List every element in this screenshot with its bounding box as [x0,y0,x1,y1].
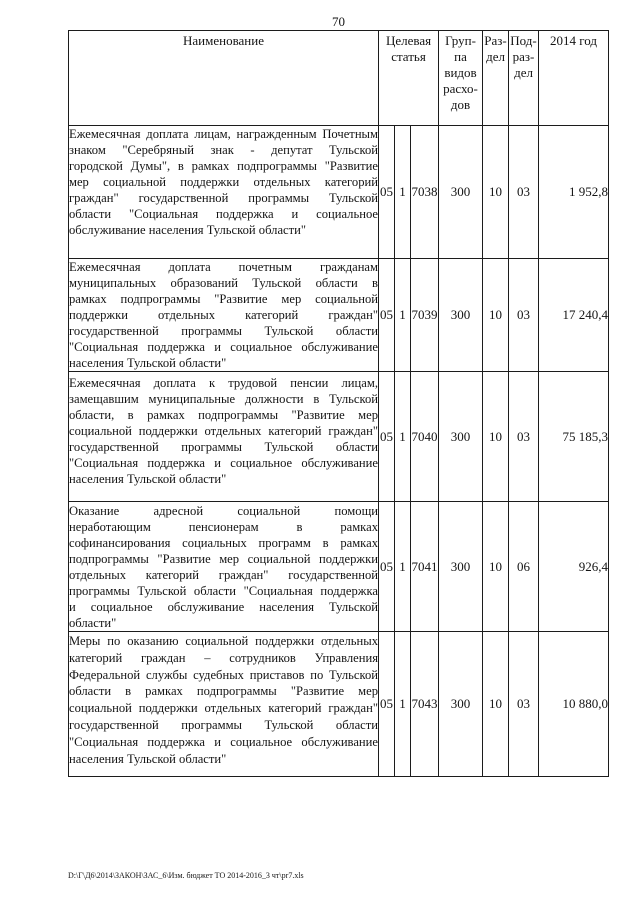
name-text-line: замещавшим муниципальные должности в Тульской [69,392,378,406]
header-text-line: Груп- [445,33,476,48]
header-text-line: Под- [510,33,537,48]
expense-group-code: 300 [439,502,483,632]
budget-table [68,30,609,777]
name-text-line: Ежемесячная доплата почетным гражданам [69,260,378,274]
header-text-line: дов [450,97,471,112]
name-text-line: населения Тульской области" [69,751,227,766]
name-text-line: государственной программы Тульской области [69,717,378,732]
target-expense-code: 7040 [411,372,439,502]
section-code: 10 [483,372,509,502]
amount-2014: 17 240,4 [539,259,609,372]
name-text-line: государственной программы Тульской области [69,440,378,454]
name-text-line: Ежемесячная доплата лицам, награжденным Почетным [69,127,378,141]
target-subprogram-code: 1 [395,372,411,502]
name-text-line: программы Тульской области "Социальная поддержка [69,584,378,598]
subsection-code: 03 [509,372,539,502]
table-header-row [69,31,609,126]
name-text-line: отдельных категорий граждан" государственной [69,568,378,582]
target-subprogram-code: 1 [395,502,411,632]
section-code: 10 [483,259,509,372]
subsection-code: 03 [509,259,539,372]
table-row [69,259,609,372]
name-text-line: поддержки отдельных категорий граждан" [69,308,378,322]
subsection-code: 03 [509,126,539,259]
header-expense-group [439,31,483,126]
page-number: 70 [332,14,345,29]
name-text-line: области в рамках подпрограммы "Развитие мер [69,684,378,699]
name-text-line: населения Тульской области" [69,356,227,370]
name-text-line: и социальное обслуживание населения Тульской [69,600,378,614]
section-code: 10 [483,502,509,632]
target-subprogram-code: 1 [395,632,411,777]
name-text-line: "Социальная поддержка и социальное обслуживание [69,456,378,470]
footer-file-path: D:\Г\Д6\2014\ЗАКОН\ЗАС_6\Изм. бюджет ТО 2014-2016_3 чт\pr7.xls [68,871,304,880]
header-text-line: видов [444,65,477,80]
amount-2014: 1 952,8 [539,126,609,259]
row-name-cell [69,372,379,502]
name-text-line: мер социальной поддержки отдельных категорий [69,175,378,189]
name-text-line: государственной программы Тульской области [69,324,378,338]
expense-group-code: 300 [439,259,483,372]
amount-2014: 10 880,0 [539,632,609,777]
name-text-line: граждан" государственной программы Тульской [69,191,378,205]
table-row [69,372,609,502]
name-text-line: социальной поддержки отдельных категорий граждан" [69,701,378,716]
header-year-2014 [539,31,609,126]
name-text-line: "Социальная поддержка и социальное обслуживание [69,734,378,749]
header-section [483,31,509,126]
name-text-line: "Социальная поддержка и социальное обслуживание [69,340,378,354]
amount-2014: 926,4 [539,502,609,632]
header-text-line: Раз- [484,33,507,48]
name-text-line: области "Социальная поддержка и социальное [69,207,378,221]
header-text-line: Целевая [385,33,432,48]
name-text-line: социальной поддержки отдельных категорий граждан" [69,424,378,438]
expense-group-code: 300 [439,632,483,777]
header-subsection [509,31,539,126]
name-text-line: софинансирования социальных программ в рамках [69,536,378,550]
name-text-line: Меры по оказанию социальной поддержки отдельных [69,634,378,648]
name-text-line: неработающим пенсионерам в рамках [69,520,378,534]
expense-group-code: 300 [439,126,483,259]
name-text-line: населения Тульской области" [69,472,227,486]
target-expense-code: 7038 [411,126,439,259]
amount-2014: 75 185,3 [539,372,609,502]
header-text-line: дел [486,49,505,64]
section-code: 10 [483,126,509,259]
name-text-line: обслуживание населения Тульской области" [69,223,307,237]
name-text-line: Ежемесячная доплата к трудовой пенсии лицам, [69,376,378,390]
header-text-line: расхо- [443,81,478,96]
name-text-line: Оказание адресной социальной помощи [69,504,378,518]
header-text-line: раз- [512,49,535,64]
target-subprogram-code: 1 [395,126,411,259]
target-program-code: 05 [379,632,395,777]
name-text-line: подпрограммы "Развитие мер социальной поддержки [69,552,378,566]
subsection-code: 03 [509,632,539,777]
name-text-line: городской Думы", в рамках подпрограммы "Развитие [69,159,378,173]
target-program-code: 05 [379,126,395,259]
name-text-line: категорий граждан – сотрудников Управления [69,650,378,665]
header-target-article [379,31,439,126]
table-body [69,126,609,777]
name-text-line: области" [69,616,117,630]
expense-group-code: 300 [439,372,483,502]
table-row [69,126,609,259]
name-text-line: знаком "Серебряный знак - депутат Тульской [69,143,378,157]
table-row [69,632,609,777]
header-name [69,31,379,126]
target-program-code: 05 [379,259,395,372]
target-expense-code: 7043 [411,632,439,777]
name-text-line: рамках подпрограммы "Развитие мер социальной [69,292,378,306]
table-row [69,502,609,632]
target-program-code: 05 [379,502,395,632]
name-text-line: Федеральной службы судебных приставов по Тульской [69,667,378,682]
name-text-line: области, в рамках подпрограммы "Развитие мер [69,408,378,422]
target-expense-code: 7041 [411,502,439,632]
row-name-cell [69,259,379,372]
name-text-line: муниципальных образований Тульской области в [69,276,378,290]
header-text-line: дел [514,65,533,80]
target-expense-code: 7039 [411,259,439,372]
section-code: 10 [483,632,509,777]
header-text-line: статья [391,49,426,64]
header-text-line: Наименование [183,33,264,48]
target-program-code: 05 [379,372,395,502]
header-text-line: па [454,49,467,64]
row-name-cell [69,502,379,632]
row-name-cell [69,126,379,259]
row-name-cell [69,632,379,777]
target-subprogram-code: 1 [395,259,411,372]
header-text-line: 2014 год [550,33,598,48]
subsection-code: 06 [509,502,539,632]
